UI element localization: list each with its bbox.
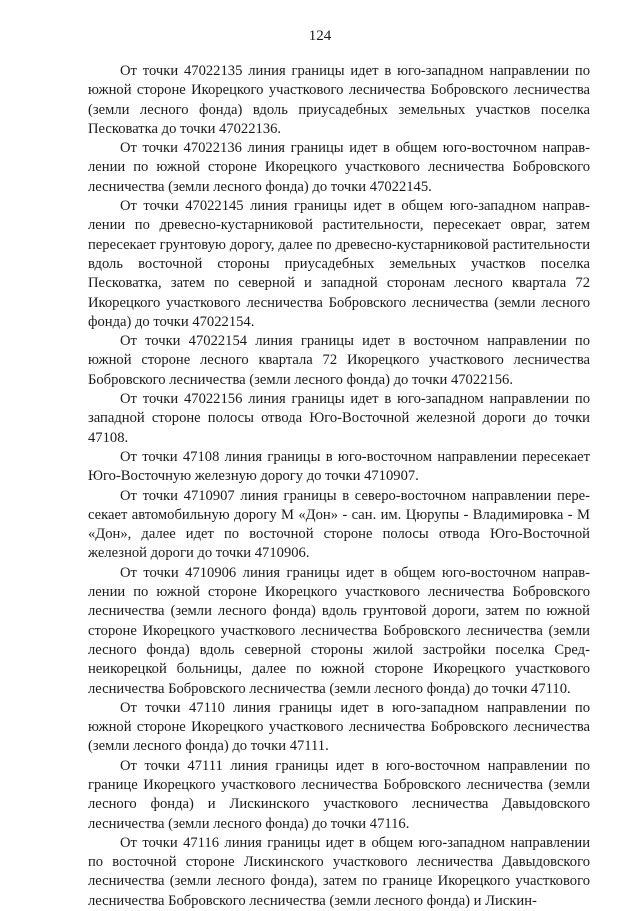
paragraph: От точки 4710906 линия границы идет в общем юго-восточном направлении по южной стороне Икорецкого участкового лесничества Бобровского лесничества (земли лесного фонда) вдоль грунтовой дороги, затем по южной стороне Икорецкого участкового лесничества Бобровского лесничества (земли лесного фонда) вдоль северной стороны жилой застройки поселка Среднеикорецкой больницы, далее по южной стороне Икорецкого участкового лесничества Бобровского лесничества (земли лесного фонда) до точки 47110. xyxy=(88,564,590,697)
document-body xyxy=(88,62,590,911)
paragraph: От точки 47116 линия границы идет в общем юго-западном направлении по восточной стороне Лискинского участкового лесничества Давыдовского лесничества (земли лесного фонда), затем по границе Икорецкого участкового лесничества Бобровского лесничества (земли лесного фонда) и Лискин- xyxy=(88,834,590,909)
paragraph: От точки 47022156 линия границы идет в юго-западном направлении по западной стороне полосы отвода Юго-Восточной железной дороги до точки 47108. xyxy=(88,391,590,446)
paragraph: От точки 47111 линия границы идет в юго-восточном направлении по границе Икорецкого участкового лесничества Бобровского лесничества (земли лесного фонда) и Лискинского участкового лесничества Давыдовского лесничества (земли лесного фонда) до точки 47116. xyxy=(88,757,590,832)
paragraph: От точки 47022136 линия границы идет в общем юго-восточном направлении по южной стороне Икорецкого участкового лесничества Бобровского лесничества (земли лесного фонда) до точки 47022145. xyxy=(88,140,590,195)
paragraph: От точки 47110 линия границы идет в юго-западном направлении по южной стороне Икорецкого участкового лесничества Бобровского лесничества (земли лесного фонда) до точки 47111. xyxy=(88,699,590,755)
paragraph: От точки 4710907 линия границы в северо-восточном направлении пересекает автомобильную дорогу М «Дон» - сан. им. Цюрупы - Владимировка - М «Дон», далее идет по восточной стороне полосы отвода Юго-Восточной железной дороги до точки 4710906. xyxy=(88,487,590,562)
paragraph: От точки 47022154 линия границы идет в восточном направлении по южной стороне лесного квартала 72 Икорецкого участкового лесничества Бобровского лесничества (земли лесного фонда) до точки 47022156. xyxy=(88,333,590,388)
paragraph: От точки 47022145 линия границы идет в общем юго-западном направлении по древесно-кустарниковой растительности, пересекает овраг, затем пересекает грунтовую дорогу, далее по древесно-кустарниковой растительности вдоль восточной стороны приусадебных земельных участков поселка Песковатка, затем по северной и западной сторонам лесного квартала 72 Икорецкого участкового лесничества Бобровского лесничества (земли лесного фонда) до точки 47022154. xyxy=(88,198,590,330)
page-number: 124 xyxy=(308,28,332,44)
paragraph: От точки 47108 линия границы в юго-восточном направлении пересекает Юго-Восточную железную дорогу до точки 4710907. xyxy=(88,448,590,485)
paragraph: От точки 47022135 линия границы идет в юго-западном направлении по южной стороне Икорецкого участкового лесничества Бобровского лесничества (земли лесного фонда) вдоль приусадебных земельных участков поселка Песковатка до точки 47022136. xyxy=(88,63,590,137)
